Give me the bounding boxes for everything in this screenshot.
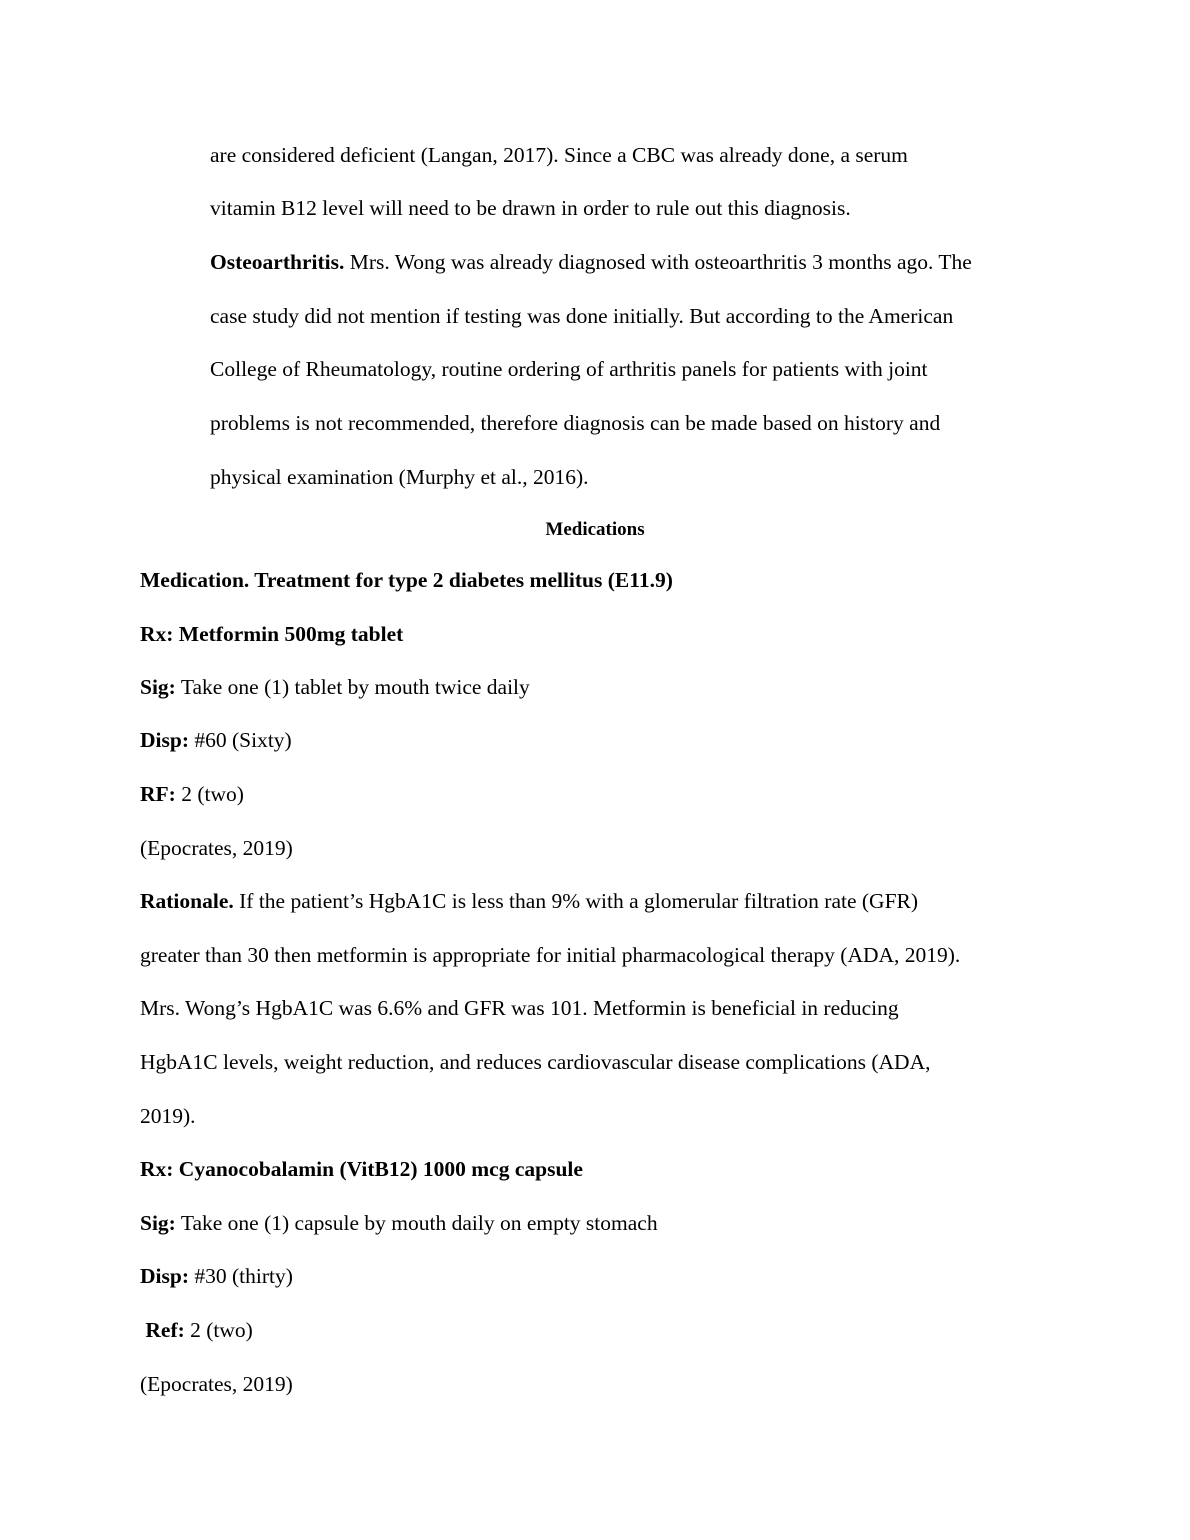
osteoarthritis-paragraph-line	[210, 252, 972, 274]
ref-line	[140, 1320, 253, 1342]
section-title: Medications	[545, 519, 645, 540]
rf-text: 2 (two)	[175, 782, 244, 806]
rf-line	[140, 784, 244, 806]
rationale-label: Rationale.	[140, 889, 234, 913]
sig-line	[140, 1213, 658, 1235]
rationale-line	[140, 891, 918, 913]
sig-label: Sig:	[140, 675, 176, 699]
sig-line	[140, 677, 530, 699]
osteoarthritis-text: Mrs. Wong was already diagnosed with osteoarthritis 3 months ago. The	[344, 250, 972, 274]
sig-text: Take one (1) capsule by mouth daily on empty stomach	[175, 1211, 658, 1235]
disp-text: #60 (Sixty)	[188, 728, 292, 752]
osteoarthritis-heading: Osteoarthritis.	[210, 250, 345, 274]
paragraph-line: greater than 30 then metformin is appropriate for initial pharmacological therapy (ADA, 2019).	[140, 943, 961, 967]
rx-line: Rx: Cyanocobalamin (VitB12) 1000 mcg capsule	[140, 1157, 583, 1181]
paragraph-line: vitamin B12 level will need to be drawn in order to rule out this diagnosis.	[210, 196, 851, 220]
sig-label: Sig:	[140, 1211, 176, 1235]
paragraph-line: physical examination (Murphy et al., 2016).	[210, 465, 589, 489]
ref-label: Ref:	[140, 1318, 185, 1342]
disp-label: Disp:	[140, 728, 189, 752]
paragraph-line: 2019).	[140, 1104, 196, 1128]
disp-line	[140, 730, 292, 752]
ref-text: 2 (two)	[184, 1318, 253, 1342]
rx-line: Rx: Metformin 500mg tablet	[140, 622, 404, 646]
sig-text: Take one (1) tablet by mouth twice daily	[175, 675, 530, 699]
medication-heading: Medication. Treatment for type 2 diabetes mellitus (E11.9)	[140, 568, 673, 592]
rf-label: RF:	[140, 782, 176, 806]
paragraph-line: College of Rheumatology, routine ordering of arthritis panels for patients with joint	[210, 357, 928, 381]
citation: (Epocrates, 2019)	[140, 1372, 293, 1396]
rationale-text: If the patient’s HgbA1C is less than 9% with a glomerular filtration rate (GFR)	[233, 889, 919, 913]
disp-text: #30 (thirty)	[188, 1264, 293, 1288]
citation: (Epocrates, 2019)	[140, 836, 293, 860]
paragraph-line: are considered deficient (Langan, 2017). Since a CBC was already done, a serum	[210, 143, 908, 167]
disp-line	[140, 1266, 293, 1288]
disp-label: Disp:	[140, 1264, 189, 1288]
paragraph-line: case study did not mention if testing was done initially. But according to the American	[210, 304, 954, 328]
paragraph-line: HgbA1C levels, weight reduction, and reduces cardiovascular disease complications (ADA,	[140, 1050, 931, 1074]
paragraph-line: Mrs. Wong’s HgbA1C was 6.6% and GFR was 101. Metformin is beneficial in reducing	[140, 996, 899, 1020]
paragraph-line: problems is not recommended, therefore diagnosis can be made based on history and	[210, 411, 941, 435]
